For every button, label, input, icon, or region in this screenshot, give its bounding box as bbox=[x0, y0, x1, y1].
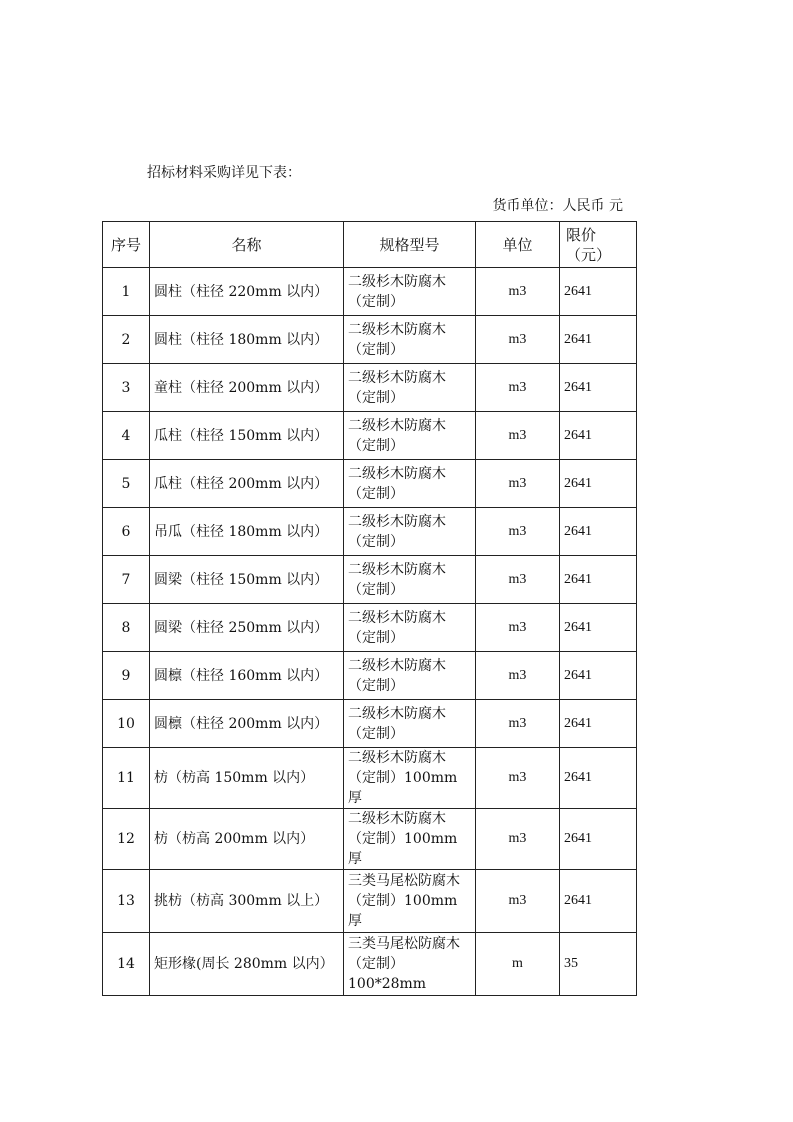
row-price: 2641 bbox=[560, 556, 637, 604]
row-name: 圆柱（柱径 180mm 以内） bbox=[150, 316, 344, 364]
row-spec: 二级杉木防腐木（定制） bbox=[344, 556, 476, 604]
row-name: 吊瓜（柱径 180mm 以内） bbox=[150, 508, 344, 556]
header-name: 名称 bbox=[150, 222, 344, 268]
row-unit: m3 bbox=[476, 652, 560, 700]
row-spec: 二级杉木防腐木（定制） bbox=[344, 700, 476, 748]
row-price: 2641 bbox=[560, 870, 637, 933]
row-name: 圆梁（柱径 150mm 以内） bbox=[150, 556, 344, 604]
row-spec: 二级杉木防腐木（定制） bbox=[344, 460, 476, 508]
header-index: 序号 bbox=[103, 222, 150, 268]
table-row bbox=[103, 460, 637, 508]
row-spec: 二级杉木防腐木（定制）100mm 厚 bbox=[344, 809, 476, 870]
currency-note: 货币单位：人民币 元 bbox=[492, 198, 623, 214]
row-price: 2641 bbox=[560, 364, 637, 412]
table-row bbox=[103, 604, 637, 652]
row-unit: m3 bbox=[476, 748, 560, 809]
row-spec: 二级杉木防腐木（定制） bbox=[344, 364, 476, 412]
row-index: 7 bbox=[103, 556, 150, 604]
table-row bbox=[103, 748, 637, 809]
row-name: 瓜柱（柱径 200mm 以内） bbox=[150, 460, 344, 508]
row-name: 圆檩（柱径 200mm 以内） bbox=[150, 700, 344, 748]
row-unit: m3 bbox=[476, 316, 560, 364]
row-name: 枋（枋高 150mm 以内） bbox=[150, 748, 344, 809]
row-index: 10 bbox=[103, 700, 150, 748]
row-price: 2641 bbox=[560, 268, 637, 316]
row-unit: m3 bbox=[476, 364, 560, 412]
row-price: 2641 bbox=[560, 700, 637, 748]
row-index: 3 bbox=[103, 364, 150, 412]
materials-table bbox=[102, 221, 637, 996]
row-unit: m3 bbox=[476, 809, 560, 870]
table-row bbox=[103, 870, 637, 933]
table-row bbox=[103, 700, 637, 748]
row-price: 2641 bbox=[560, 652, 637, 700]
row-index: 11 bbox=[103, 748, 150, 809]
row-price: 2641 bbox=[560, 604, 637, 652]
table-row bbox=[103, 508, 637, 556]
row-price: 35 bbox=[560, 933, 637, 996]
row-index: 4 bbox=[103, 412, 150, 460]
row-price: 2641 bbox=[560, 316, 637, 364]
row-name: 挑枋（枋高 300mm 以上） bbox=[150, 870, 344, 933]
row-spec: 三类马尾松防腐木（定制）100*28mm bbox=[344, 933, 476, 996]
row-price: 2641 bbox=[560, 748, 637, 809]
row-unit: m3 bbox=[476, 508, 560, 556]
row-index: 2 bbox=[103, 316, 150, 364]
row-index: 13 bbox=[103, 870, 150, 933]
row-price: 2641 bbox=[560, 412, 637, 460]
header-row bbox=[103, 222, 637, 268]
row-index: 9 bbox=[103, 652, 150, 700]
table-row bbox=[103, 809, 637, 870]
row-spec: 三类马尾松防腐木（定制）100mm 厚 bbox=[344, 870, 476, 933]
table-row bbox=[103, 933, 637, 996]
header-unit: 单位 bbox=[476, 222, 560, 268]
row-unit: m3 bbox=[476, 556, 560, 604]
row-unit: m3 bbox=[476, 604, 560, 652]
row-price: 2641 bbox=[560, 460, 637, 508]
table-row bbox=[103, 316, 637, 364]
table-row bbox=[103, 364, 637, 412]
row-unit: m bbox=[476, 933, 560, 996]
row-name: 童柱（柱径 200mm 以内） bbox=[150, 364, 344, 412]
row-index: 8 bbox=[103, 604, 150, 652]
row-spec: 二级杉木防腐木（定制）100mm 厚 bbox=[344, 748, 476, 809]
row-unit: m3 bbox=[476, 700, 560, 748]
row-index: 6 bbox=[103, 508, 150, 556]
row-index: 1 bbox=[103, 268, 150, 316]
row-spec: 二级杉木防腐木（定制） bbox=[344, 316, 476, 364]
row-spec: 二级杉木防腐木（定制） bbox=[344, 508, 476, 556]
row-unit: m3 bbox=[476, 870, 560, 933]
row-index: 5 bbox=[103, 460, 150, 508]
table-row bbox=[103, 268, 637, 316]
row-price: 2641 bbox=[560, 508, 637, 556]
row-price: 2641 bbox=[560, 809, 637, 870]
row-spec: 二级杉木防腐木（定制） bbox=[344, 604, 476, 652]
header-price: 限价（元） bbox=[560, 222, 637, 268]
table-row bbox=[103, 652, 637, 700]
row-unit: m3 bbox=[476, 460, 560, 508]
header-spec: 规格型号 bbox=[344, 222, 476, 268]
row-name: 圆柱（柱径 220mm 以内） bbox=[150, 268, 344, 316]
row-unit: m3 bbox=[476, 268, 560, 316]
row-index: 12 bbox=[103, 809, 150, 870]
table-row bbox=[103, 412, 637, 460]
row-spec: 二级杉木防腐木（定制） bbox=[344, 268, 476, 316]
intro-text: 招标材料采购详见下表： bbox=[147, 165, 301, 181]
row-unit: m3 bbox=[476, 412, 560, 460]
row-name: 枋（枋高 200mm 以内） bbox=[150, 809, 344, 870]
row-name: 圆檩（柱径 160mm 以内） bbox=[150, 652, 344, 700]
row-name: 矩形椽(周长 280mm 以内） bbox=[150, 933, 344, 996]
row-name: 圆梁（柱径 250mm 以内） bbox=[150, 604, 344, 652]
row-index: 14 bbox=[103, 933, 150, 996]
table-row bbox=[103, 556, 637, 604]
row-spec: 二级杉木防腐木（定制） bbox=[344, 412, 476, 460]
row-spec: 二级杉木防腐木（定制） bbox=[344, 652, 476, 700]
row-name: 瓜柱（柱径 150mm 以内） bbox=[150, 412, 344, 460]
